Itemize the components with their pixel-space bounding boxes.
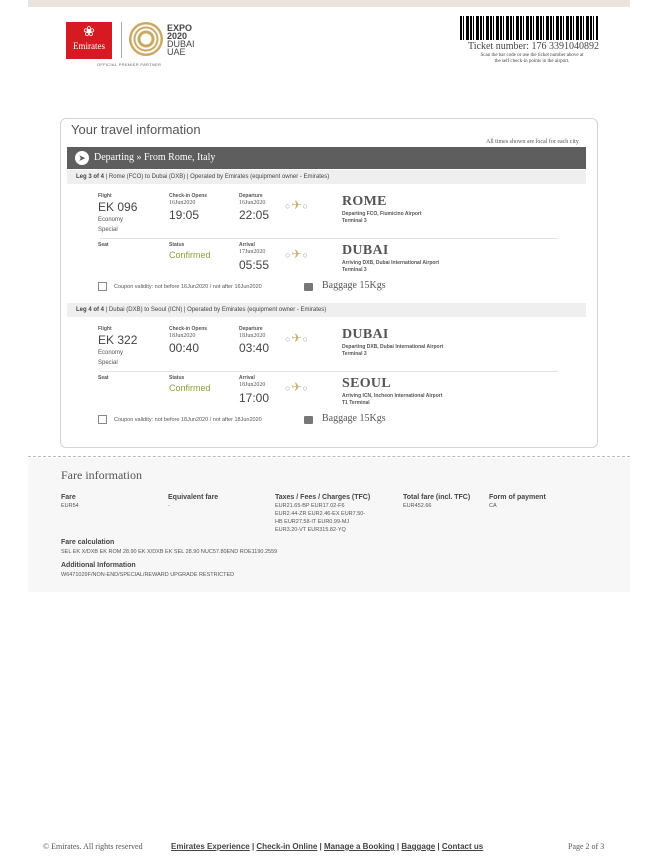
from-city: DUBAI — [342, 327, 389, 342]
divider — [100, 371, 558, 372]
equivalent-fare-value: - — [168, 503, 170, 509]
link-baggage[interactable]: Baggage — [401, 842, 436, 851]
baggage-allowance: Baggage 15Kgs — [322, 413, 386, 424]
checkin-time: 19:05 — [169, 208, 200, 222]
taxes-value: EUR21.65-BP EUR17.02-F6 EUR2.44-ZR EUR2.46-EX EUR7.50- HB EUR27.58-IT EUR0.99-MJ EUR3.20-VT EUR315.82-YQ — [275, 503, 366, 533]
total-fare-value: EUR452.66 — [403, 503, 432, 509]
plane-icon: ○✈○ — [285, 247, 309, 261]
divider — [100, 238, 558, 239]
ticket-number: Ticket number: 176 3391040892 — [468, 41, 600, 52]
partner-text: OFFICIAL PREMIER PARTNER — [97, 62, 162, 67]
emirates-emblem-icon: ❀ — [83, 25, 95, 40]
page-number: Page 2 of 3 — [568, 842, 605, 851]
logo-separator — [121, 22, 122, 58]
link-emirates-experience[interactable]: Emirates Experience — [171, 842, 250, 851]
status-badge: Confirmed — [169, 383, 211, 393]
status-badge: Confirmed — [169, 250, 211, 260]
baggage-allowance: Baggage 15Kgs — [322, 280, 386, 291]
departure-time: 03:40 — [239, 341, 270, 355]
section-divider — [28, 456, 630, 457]
to-city: DUBAI — [342, 243, 389, 258]
arrival-time: 05:55 — [239, 258, 270, 272]
emirates-logo: ❀ Emirates — [66, 22, 112, 59]
from-city: ROME — [342, 194, 387, 209]
plane-icon: ○✈○ — [285, 331, 309, 345]
scan-note: Scan the bar code or use the ticket number above at the self check-in points in the airport. — [480, 53, 584, 64]
times-note: All times shown are local for each city — [486, 139, 579, 145]
copyright: © Emirates. All rights reserved — [43, 842, 143, 851]
departing-bar: ➤ Departing » From Rome, Italy — [67, 147, 586, 169]
plane-icon: ○✈○ — [285, 198, 309, 212]
top-accent-bar — [28, 0, 630, 7]
travel-title: Your travel information — [71, 122, 201, 137]
barcode — [460, 16, 598, 40]
additional-info: W6471029F/NON-END/SPECIAL/REWARD UPGRADE RESTRICTED — [61, 572, 235, 578]
checkin-time: 00:40 — [169, 341, 200, 355]
footer-links: Emirates Experience | Check-in Online | Manage a Booking | Baggage | Contact us — [171, 842, 484, 851]
leg-header: Leg 4 of 4 | Dubai (DXB) to Seoul (ICN) | Operated by Emirates (equipment owner - Emirates) — [67, 303, 586, 317]
expo-logo-icon — [129, 22, 163, 56]
coupon-validity: Coupon validity: not before 16Jun2020 / not after 16Jun2020 — [114, 284, 262, 290]
calendar-icon — [98, 415, 107, 424]
baggage-icon — [304, 283, 313, 291]
baggage-icon — [304, 416, 313, 424]
calendar-icon — [98, 282, 107, 291]
to-city: SEOUL — [342, 376, 391, 391]
plane-icon: ○✈○ — [285, 380, 309, 394]
link-contact-us[interactable]: Contact us — [441, 842, 484, 851]
fare-title: Fare information — [61, 468, 142, 482]
fare-value: EUR54 — [61, 503, 79, 509]
arrival-time: 17:00 — [239, 391, 270, 405]
payment-value: CA — [489, 503, 497, 509]
link-manage-booking[interactable]: Manage a Booking — [324, 842, 395, 851]
arrow-right-icon: ➤ — [75, 151, 89, 165]
flight-number: EK 322 — [98, 333, 138, 347]
departure-time: 22:05 — [239, 208, 270, 222]
fare-calculation: SEL EK X/DXB EK ROM 28.90 EK X/DXB EK SEL 28.90 NUC57.80END ROE1190.2559 — [61, 549, 278, 555]
expo-logo-text: EXPO 2020 DUBAI UAE — [167, 23, 195, 57]
coupon-validity: Coupon validity: not before 18Jun2020 / not after 18Jun2020 — [114, 417, 262, 423]
link-check-in-online[interactable]: Check-in Online — [256, 842, 318, 851]
leg-header: Leg 3 of 4 | Rome (FCO) to Dubai (DXB) | Operated by Emirates (equipment owner - Emirates) — [67, 170, 586, 184]
flight-number: EK 096 — [98, 200, 138, 214]
